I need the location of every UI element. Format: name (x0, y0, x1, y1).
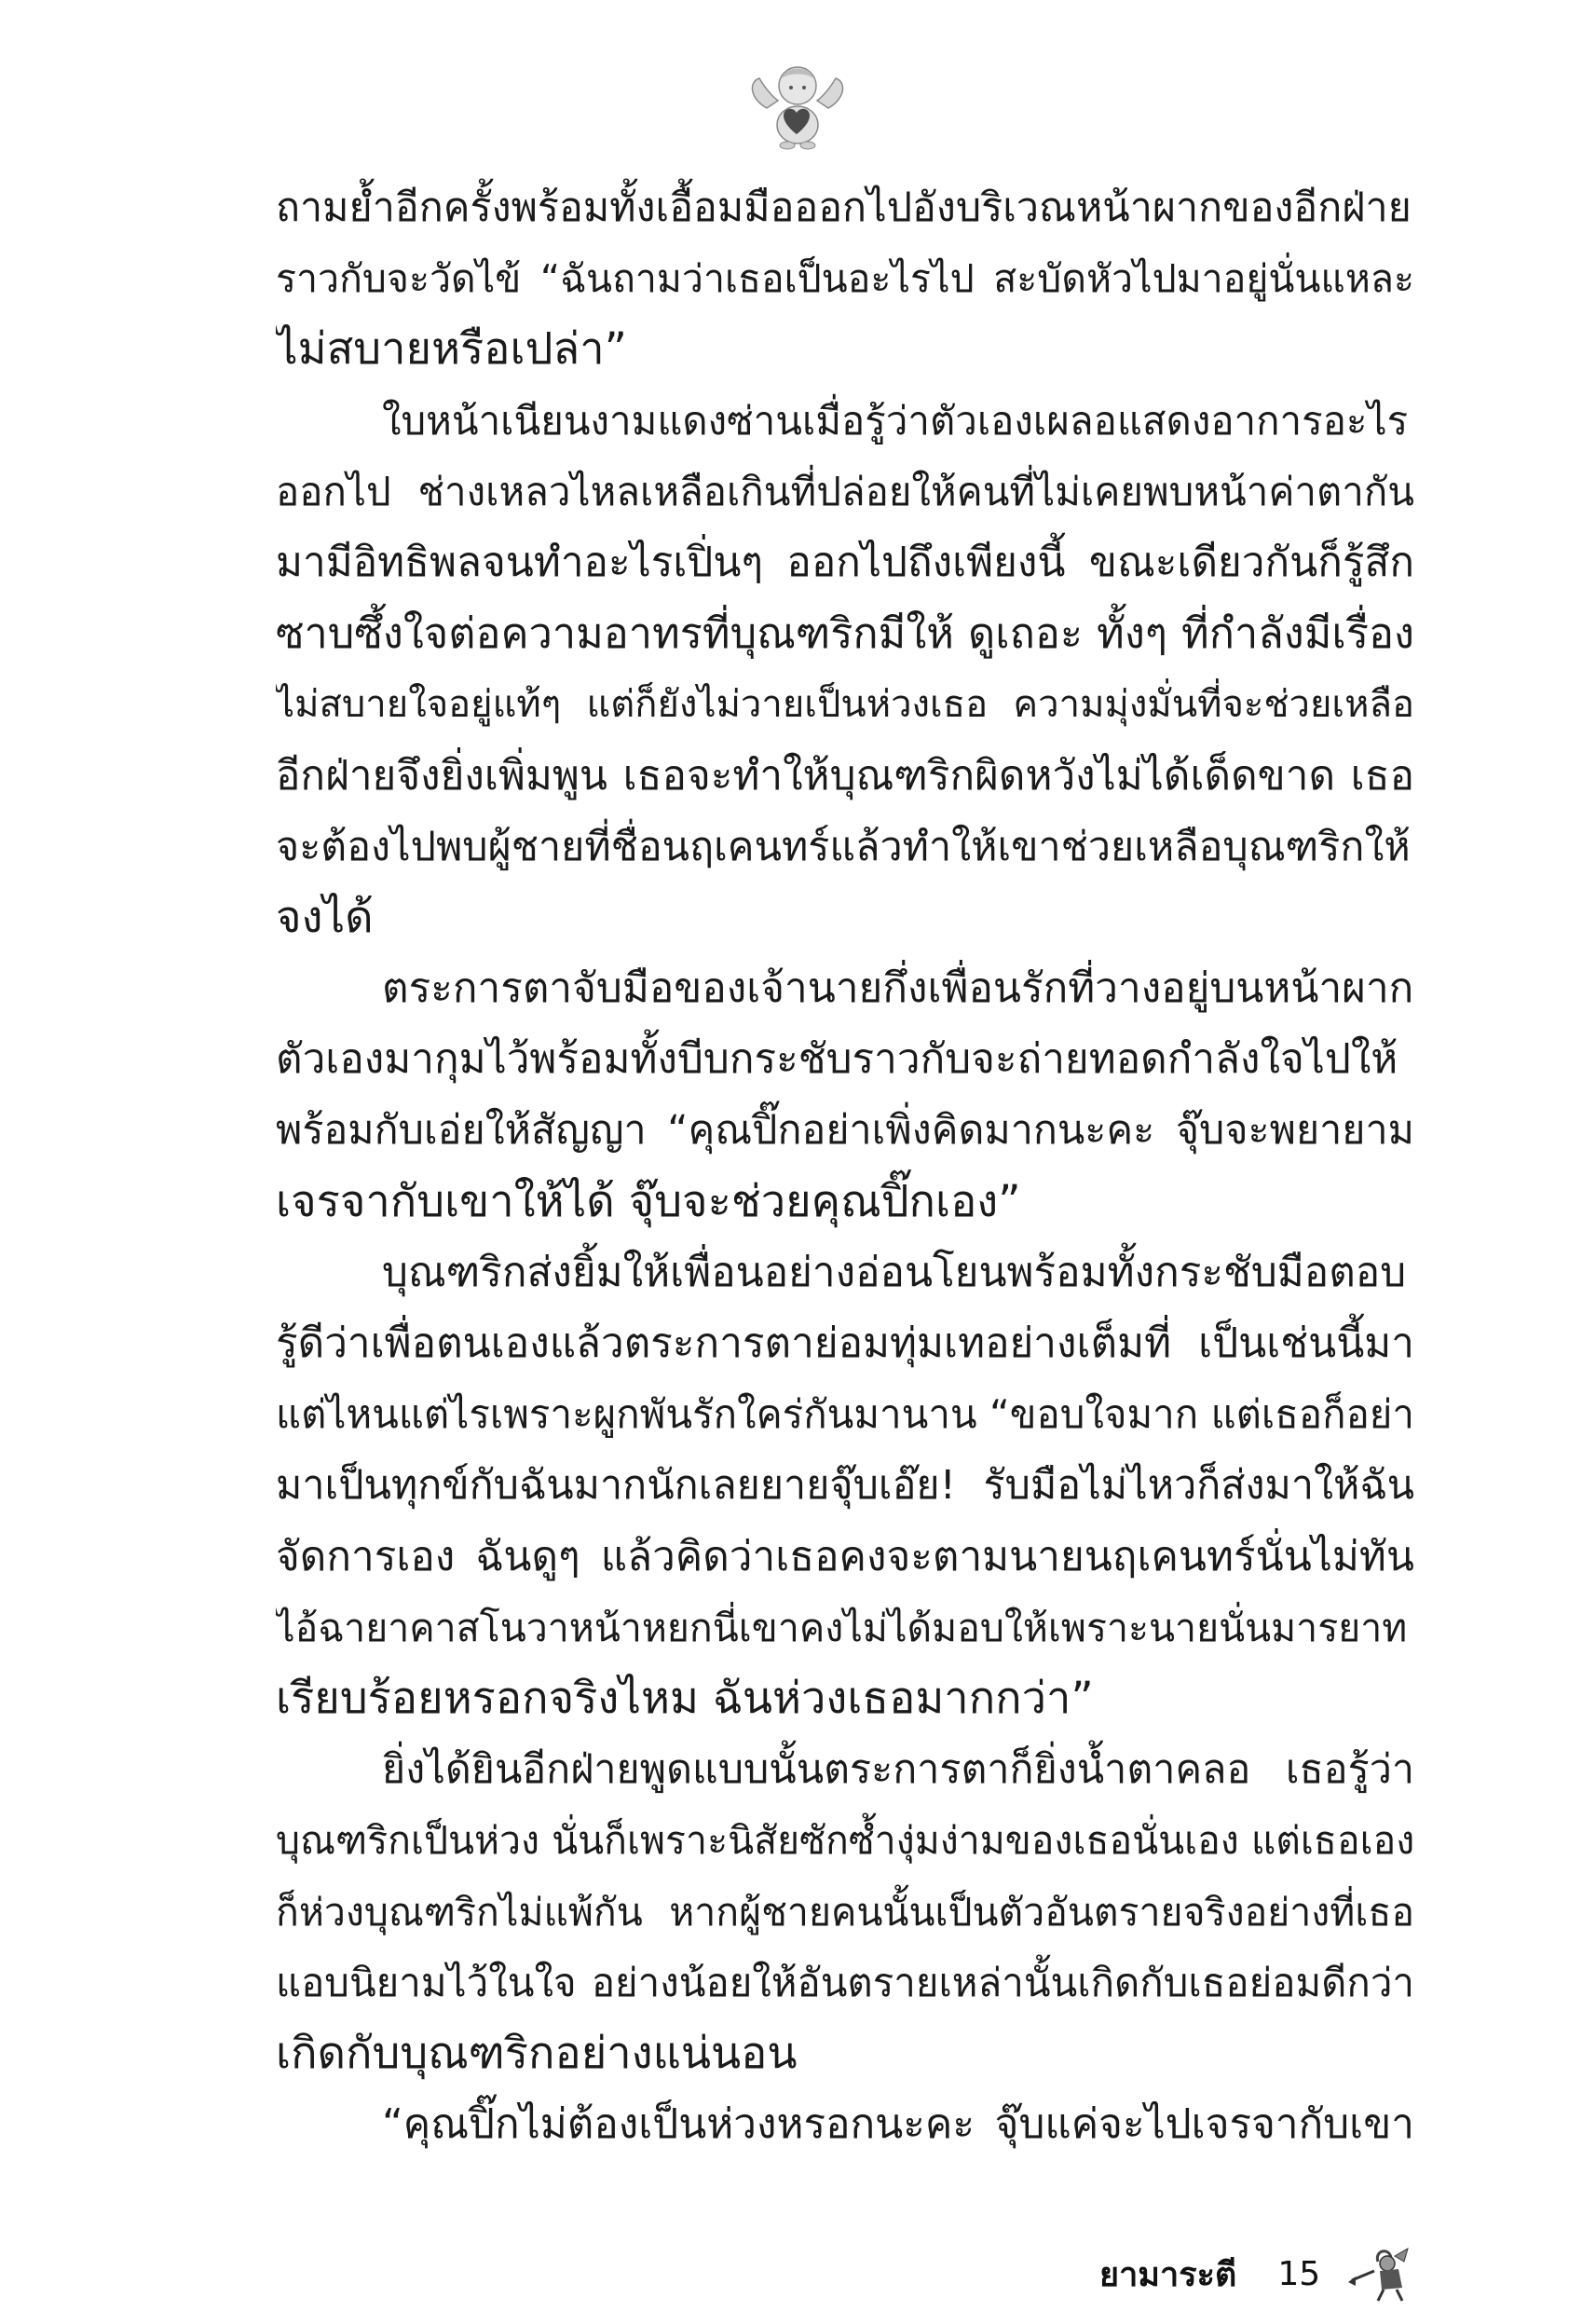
text-line: ไอ้ฉายาคาสโนวาหน้าหยกนี่เขาคงไม่ได้มอบให้เพราะนายนั่นมารยาท (276, 1605, 1408, 1650)
text-line: ออกไป ช่างเหลวไหลเหลือเกินที่ปล่อยให้คนที่ไม่เคยพบหน้าค่าตากัน (276, 468, 1414, 514)
text-line: ราวกับจะวัดไข้ “ฉันถามว่าเธอเป็นอะไรไป สะบัดหัวไปมาอยู่นั่นแหละ (276, 256, 1414, 302)
text-line: เรียบร้อยหรอกจริงไหม ฉันห่วงเธอมากกว่า” (276, 1672, 1094, 1724)
text-line: รู้ดีว่าเพื่อตนเองแล้วตระการตาย่อมทุ่มเทอย่างเต็มที่ เป็นเช่นนี้มา (276, 1320, 1414, 1367)
text-line: ก็ห่วงบุณฑริกไม่แพ้กัน หากผู้ชายคนนั้นเป็นตัวอันตรายจริงอย่างที่เธอ (276, 1889, 1414, 1935)
text-line: อีกฝ่ายจึงยิ่งเพิ่มพูน เธอจะทำให้บุณฑริกผิดหวังไม่ได้เด็ดขาด เธอ (276, 751, 1414, 800)
text-line: จัดการเอง ฉันดูๆ แล้วคิดว่าเธอคงจะตามนายนฤเคนทร์นั่นไม่ทัน (276, 1532, 1414, 1580)
page-footer (1099, 2246, 1413, 2302)
text-line: พร้อมกับเอ่ยให้สัญญา “คุณปิ๊กอย่าเพิ่งคิดมากนะคะ จุ๊บจะพยายาม (276, 1107, 1414, 1155)
text-line: ซาบซึ้งใจต่อความอาทรที่บุณฑริกมีให้ ดูเถอะ ทั้งๆ ที่กำลังมีเรื่อง (276, 609, 1414, 659)
text-line: ตระการตาจับมือของเจ้านายกึ่งเพื่อนรักที่วางอยู่บนหน้าผาก (382, 964, 1414, 1013)
text-line: แต่ไหนแต่ไรเพราะผูกพันรักใคร่กันมานาน “ขอบใจมาก แต่เธอก็อย่า (276, 1391, 1414, 1438)
body-text (276, 172, 1414, 2160)
text-line: ตัวเองมากุมไว้พร้อมทั้งบีบกระชับราวกับจะถ่ายทอดกำลังใจไปให้ (276, 1035, 1398, 1084)
text-line: บุณฑริกส่งยิ้มให้เพื่อนอย่างอ่อนโยนพร้อมทั้งกระชับมือตอบ (382, 1248, 1407, 1296)
book-title: ยามาระตี (1099, 2255, 1237, 2294)
text-line: “คุณปิ๊กไม่ต้องเป็นห่วงหรอกนะคะ จุ๊บแค่จะไปเจรจากับเขา (382, 2100, 1414, 2149)
text-line: แอบนิยามไว้ในใจ อย่างน้อยให้อันตรายเหล่านั้นเกิดกับเธอย่อมดีกว่า (276, 1959, 1414, 2005)
text-line: ไม่สบายหรือเปล่า” (276, 323, 627, 376)
cupid-archer-icon (1346, 2243, 1413, 2304)
text-line: จงได้ (276, 891, 374, 943)
text-line: เจรจากับเขาให้ได้ จุ๊บจะช่วยคุณปิ๊กเอง” (276, 1175, 1021, 1227)
text-line: เกิดกับบุณฑริกอย่างแน่นอน (276, 2027, 798, 2079)
text-line: ใบหน้าเนียนงามแดงซ่านเมื่อรู้ว่าตัวเองเผลอแสดงอาการอะไร (382, 397, 1409, 444)
text-line: มามีอิทธิพลจนทำอะไรเปิ่นๆ ออกไปถึงเพียงนี้ ขณะเดียวกันก็รู้สึก (276, 538, 1414, 586)
text-line: บุณฑริกเป็นห่วง นั่นก็เพราะนิสัยซักซ้ำงุ่มง่ามของเธอนั่นเอง แต่เธอเอง (276, 1818, 1414, 1864)
cupid-holding-heart-icon (746, 54, 849, 157)
text-line: ยิ่งได้ยินอีกฝ่ายพูดแบบนั้นตระการตาก็ยิ่งน้ำตาคลอ เธอรู้ว่า (382, 1746, 1414, 1794)
text-line: มาเป็นทุกข์กับฉันมากนักเลยยายจุ๊บเอ๊ย! รับมือไม่ไหวก็ส่งมาให้ฉัน (276, 1462, 1414, 1510)
text-line: ถามย้ำอีกครั้งพร้อมทั้งเอื้อมมือออกไปอังบริเวณหน้าผากของอีกฝ่าย (276, 185, 1412, 231)
text-line: ไม่สบายใจอยู่แท้ๆ แต่ก็ยังไม่วายเป็นห่วงเธอ ความมุ่งมั่นที่จะช่วยเหลือ (276, 683, 1414, 727)
page-number: 15 (1277, 2254, 1321, 2293)
text-line: จะต้องไปพบผู้ชายที่ชื่อนฤเคนทร์แล้วทำให้เขาช่วยเหลือบุณฑริกให้ (276, 823, 1411, 870)
